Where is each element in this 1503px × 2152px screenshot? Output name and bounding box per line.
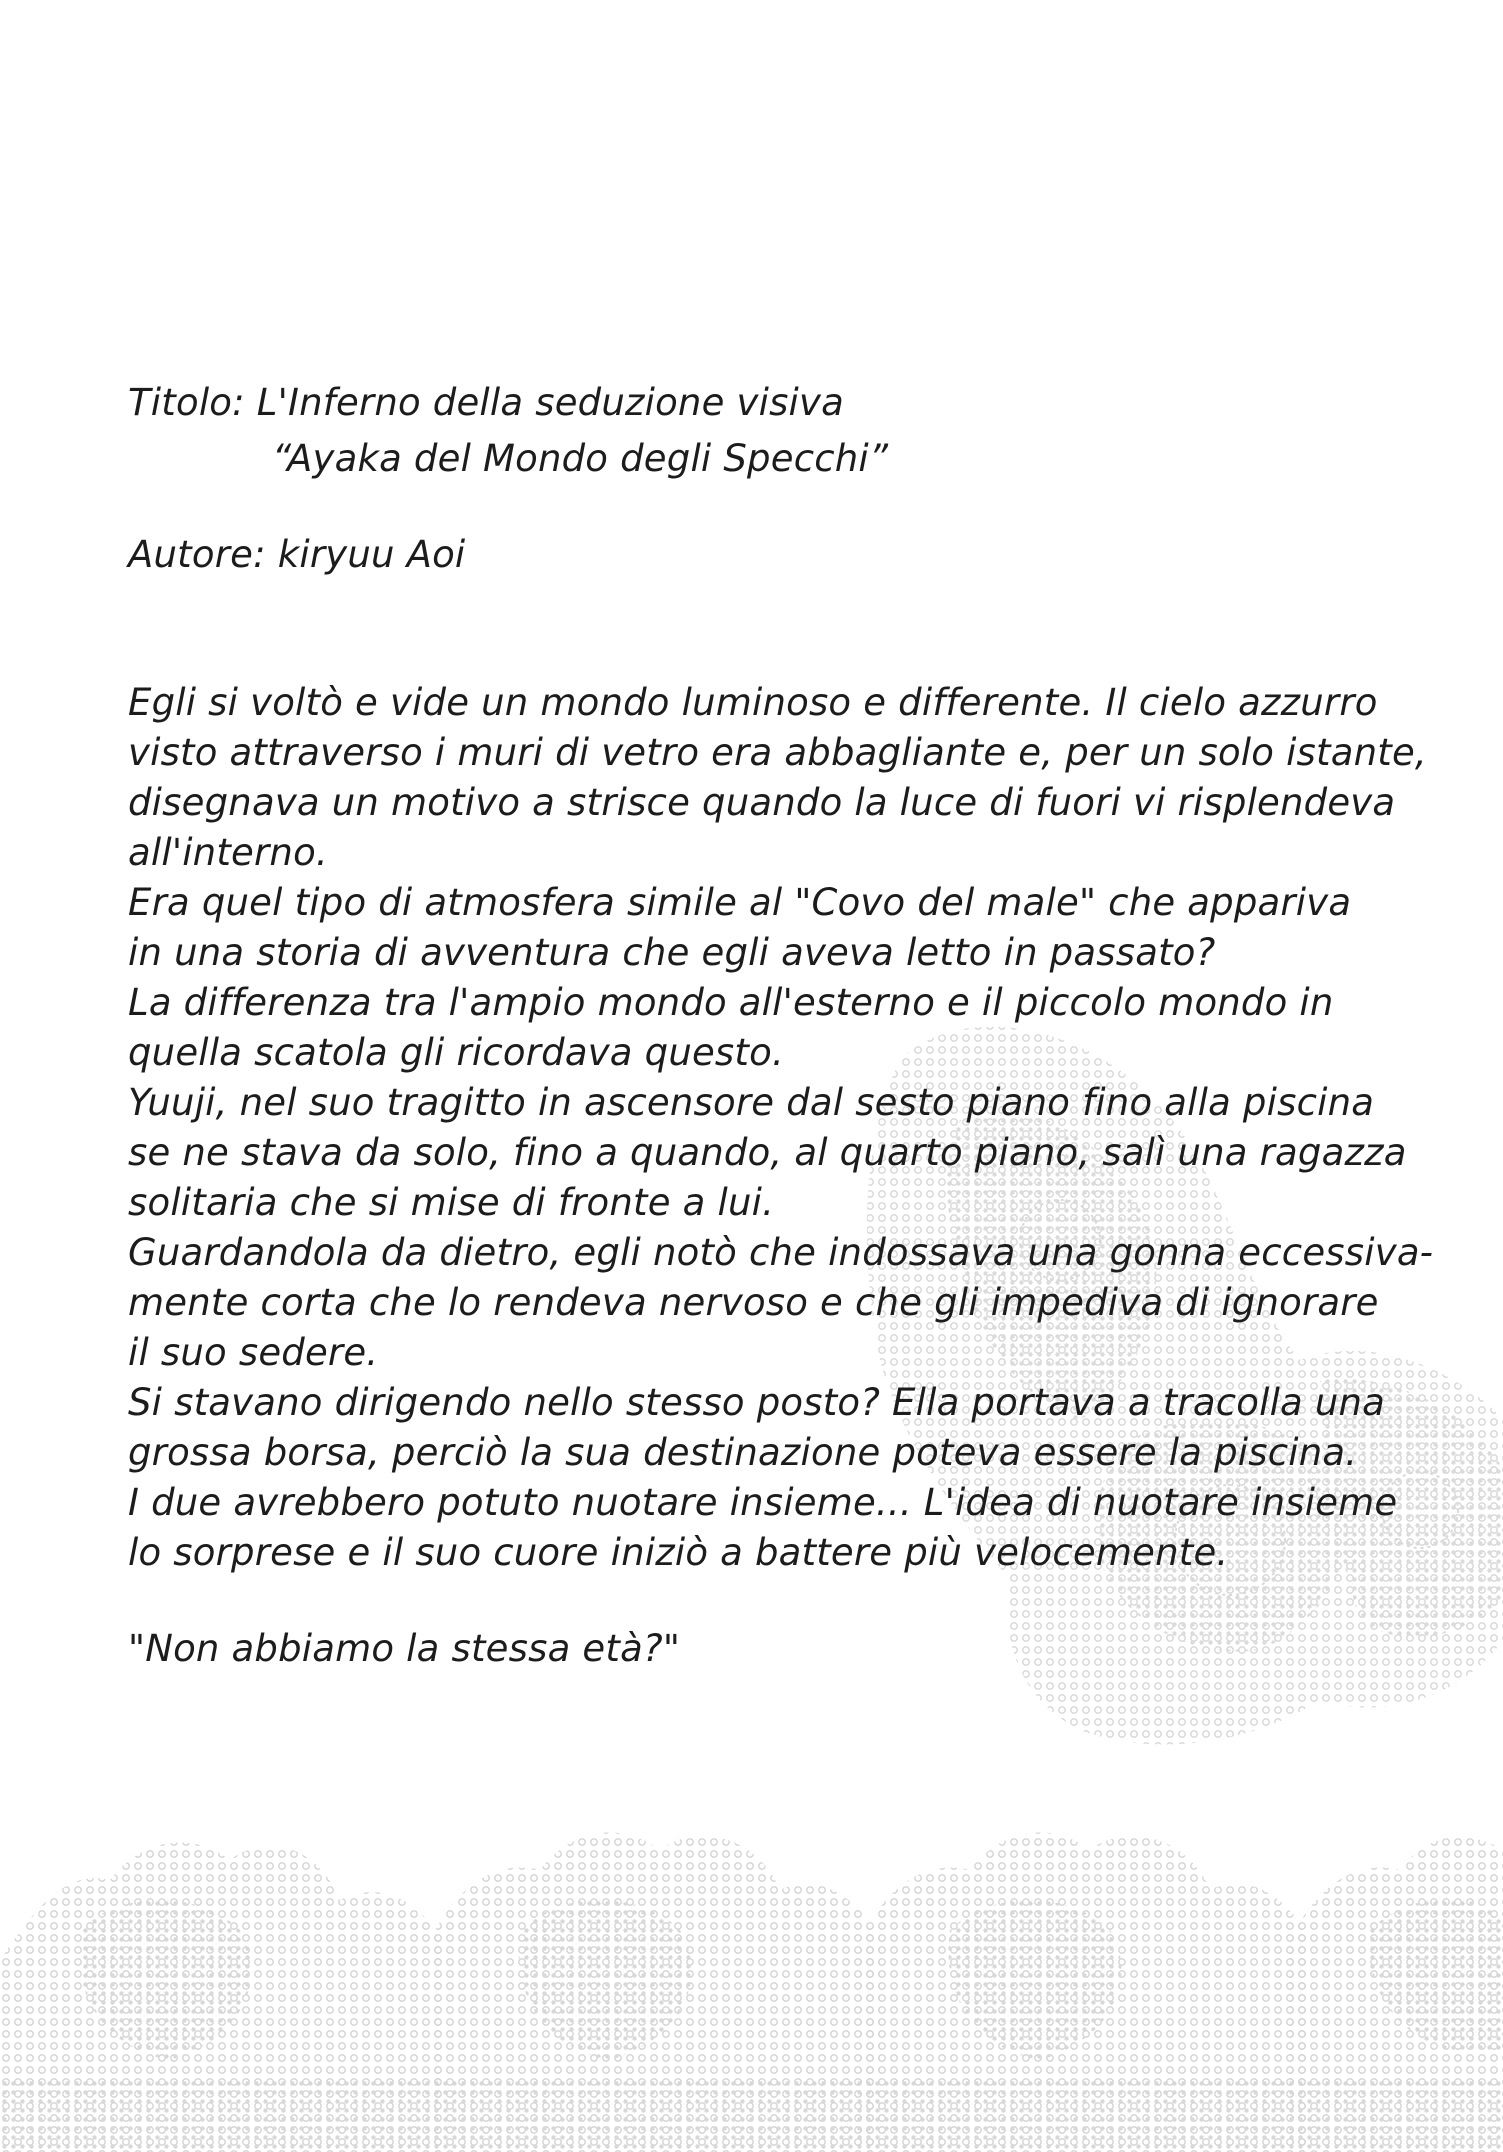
author-line: Autore: kiryuu Aoi	[128, 533, 466, 576]
body-line: all'interno.	[128, 831, 328, 874]
body-line: il suo sedere.	[128, 1331, 379, 1374]
dialogue-quote: "Non abbiamo la stessa età?"	[128, 1627, 681, 1670]
body-line: se ne stava da solo, fino a quando, al quarto piano, salì una ragazza	[128, 1131, 1407, 1174]
body-line: Egli si voltò e vide un mondo luminoso e differente. Il cielo azzurro	[128, 681, 1378, 724]
body-line: Era quel tipo di atmosfera simile al "Covo del male" che appariva	[128, 881, 1352, 924]
body-line: I due avrebbero potuto nuotare insieme... L'idea di nuotare insieme	[128, 1481, 1398, 1524]
title-line-1: Titolo: L'Inferno della seduzione visiva	[128, 381, 845, 424]
body-line: quella scatola gli ricordava questo.	[128, 1031, 784, 1074]
body-line: Yuuji, nel suo tragitto in ascensore dal sesto piano fino alla piscina	[128, 1081, 1375, 1124]
title-line-2: “Ayaka del Mondo degli Specchi”	[272, 437, 889, 480]
body-line: La differenza tra l'ampio mondo all'esterno e il piccolo mondo in	[128, 981, 1334, 1024]
body-line: in una storia di avventura che egli aveva letto in passato?	[128, 931, 1216, 974]
body-line: Guardandola da dietro, egli notò che indossava una gonna eccessiva-	[128, 1231, 1434, 1274]
body-line: visto attraverso i muri di vetro era abbagliante e, per un solo istante,	[128, 731, 1427, 774]
lace-border	[0, 1833, 1503, 2152]
body-line: mente corta che lo rendeva nervoso e che gli impediva di ignorare	[128, 1281, 1379, 1324]
body-line: solitaria che si mise di fronte a lui.	[128, 1181, 775, 1224]
body-line: grossa borsa, perciò la sua destinazione poteva essere la piscina.	[128, 1431, 1358, 1474]
body-line: Si stavano dirigendo nello stesso posto? Ella portava a tracolla una	[128, 1381, 1386, 1424]
body-paragraph	[128, 678, 1433, 1578]
body-line: disegnava un motivo a strisce quando la luce di fuori vi risplendeva	[128, 781, 1396, 824]
body-line: lo sorprese e il suo cuore iniziò a battere più velocemente.	[128, 1531, 1229, 1574]
